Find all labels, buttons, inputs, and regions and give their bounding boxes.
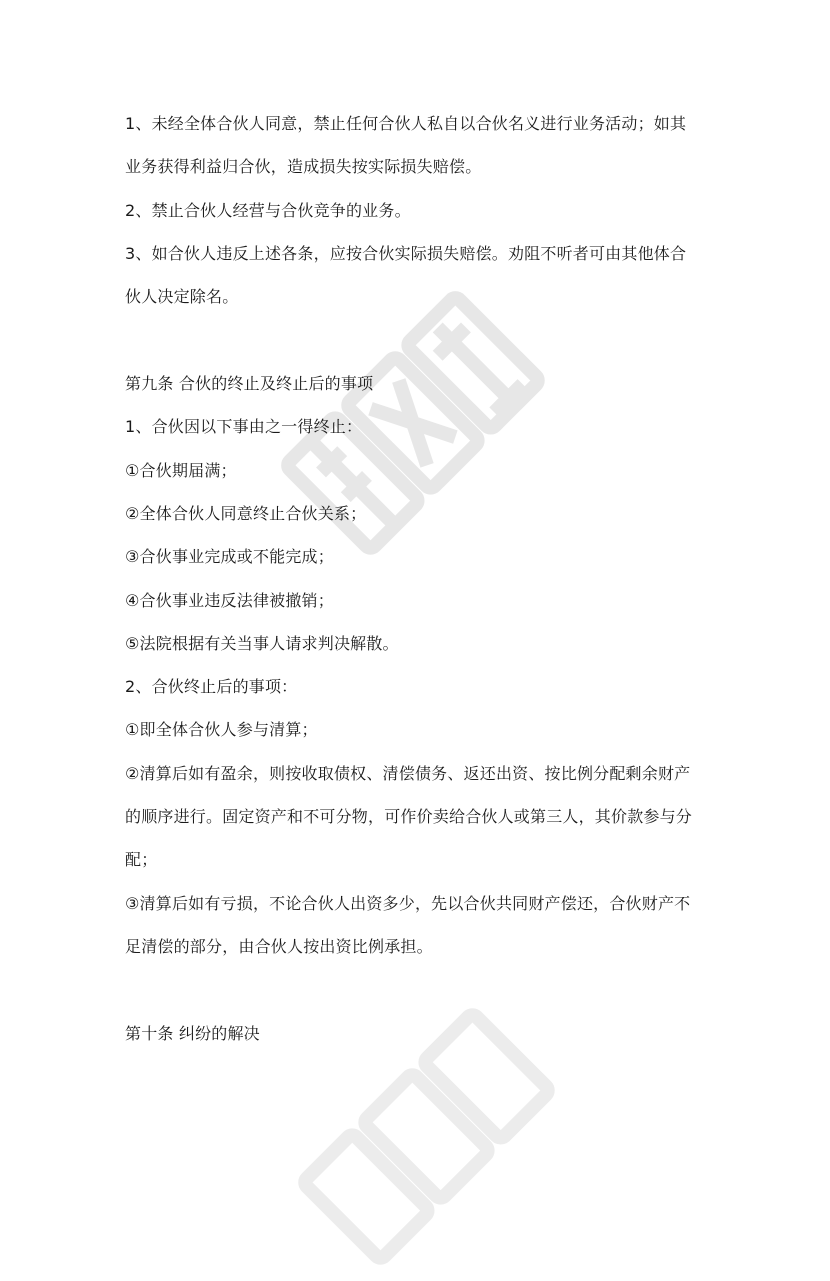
paragraph-line: 配； [125,850,158,869]
paragraph-line: 1、合伙因以下事由之一得终止： [125,417,363,436]
list-item: ②全体合伙人同意终止合伙关系； [125,504,367,523]
section-heading: 第十条 纠纷的解决 [125,1024,260,1043]
watermark-icon [289,999,572,1281]
list-item: ③合伙事业完成或不能完成； [125,547,334,566]
paragraph-line: 3、如合伙人违反上述各条，应按合伙实际损失赔偿。劝阻不听者可由其他体合 [125,244,687,263]
list-item: ③清算后如有亏损，不论合伙人出资多少，先以合伙共同财产偿还，合伙财产不 [125,894,691,913]
paragraph-line: 的顺序进行。固定资产和不可分物，可作价卖给合伙人或第三人，其价款参与分 [125,807,693,826]
list-item: ①合伙期届满； [125,461,237,480]
paragraph-line: 2、合伙终止后的事项： [125,677,298,696]
section-heading: 第九条 合伙的终止及终止后的事项 [125,374,374,393]
paragraph-line: 1、未经全体合伙人同意，禁止任何合伙人私自以合伙名义进行业务活动；如其 [125,114,687,133]
paragraph-line: 2、禁止合伙人经营与合伙竞争的业务。 [125,201,411,220]
list-item: ②清算后如有盈余，则按收取债权、清偿债务、返还出资、按比例分配剩余财产 [125,764,691,783]
paragraph-line: 足清偿的部分，由合伙人按出资比例承担。 [125,937,433,956]
list-item: ⑤法院根据有关当事人请求判决解散。 [125,634,399,653]
paragraph-line: 业务获得利益归合伙，造成损失按实际损失赔偿。 [125,157,482,176]
paragraph-line: 伙人决定除名。 [125,287,239,306]
list-item: ①即全体合伙人参与清算； [125,720,318,739]
list-item: ④合伙事业违反法律被撤销； [125,591,334,610]
